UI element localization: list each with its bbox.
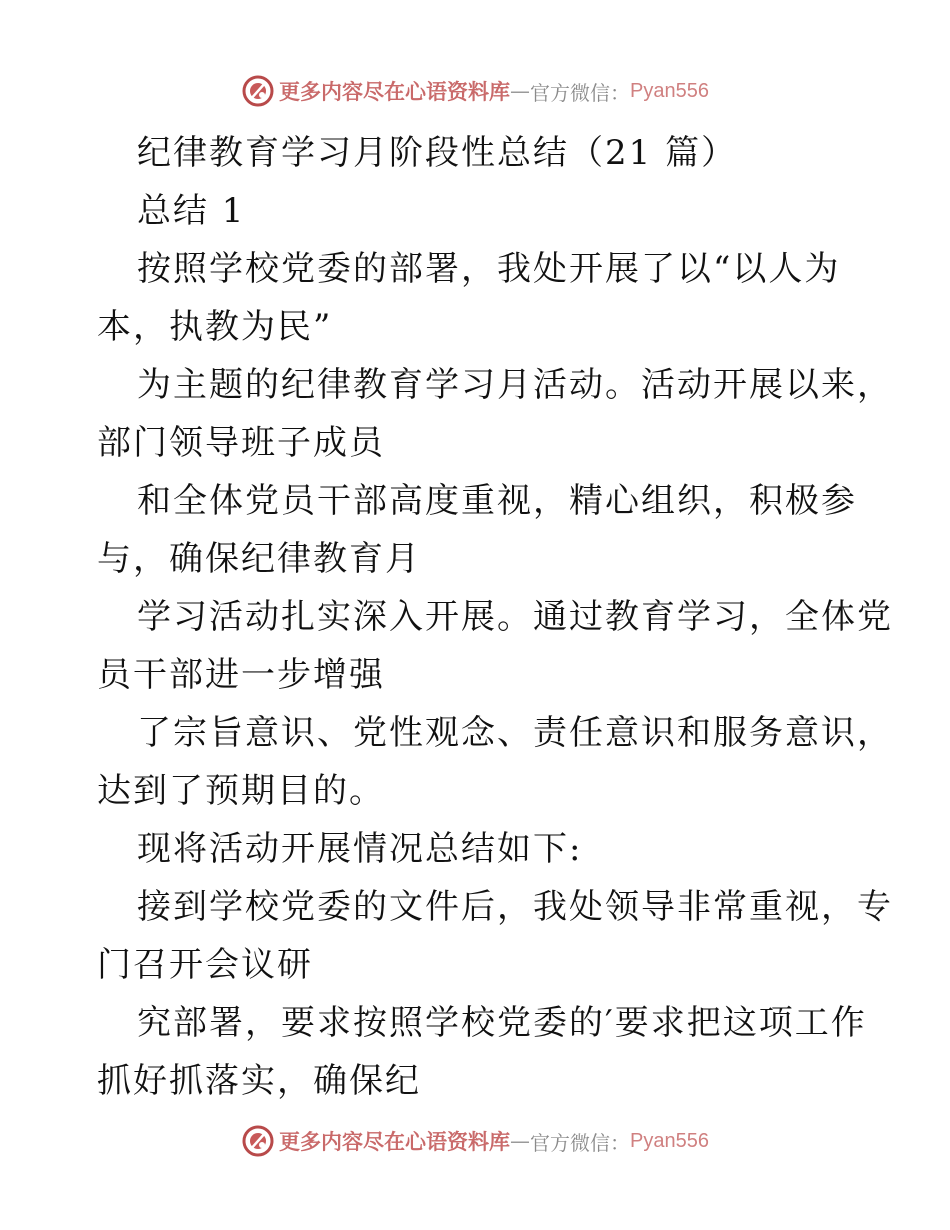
banner-wechat-label: 官方微信：: [530, 80, 631, 105]
paragraph-line: 门召开会议研: [97, 945, 313, 985]
paragraph-line: 与，确保纪律教育月: [97, 539, 421, 579]
paragraph-line: 按照学校党委的部署，我处开展了以“以人为: [137, 249, 841, 289]
banner-wechat-id: Pyan556: [630, 79, 709, 102]
red-circle-logo-icon: [241, 1124, 275, 1158]
footer-separator: —: [510, 1129, 531, 1153]
paragraph-line: 员干部进一步增强: [97, 655, 385, 695]
footer-wechat-label: 官方微信：: [530, 1130, 631, 1155]
paragraph-line: 现将活动开展情况总结如下:: [137, 829, 583, 869]
paragraph-line: 达到了预期目的。: [97, 771, 385, 811]
paragraph-line: 总结 1: [137, 191, 246, 231]
paragraph-line: 本，执教为民”: [97, 307, 333, 347]
paragraph-line: 和全体党员干部高度重视，精心组织，积极参: [137, 481, 857, 521]
paragraph-line: 部门领导班子成员: [97, 423, 385, 463]
footer-brand-text: 更多内容尽在心语资料库: [279, 1129, 511, 1154]
paragraph-line: 抓好抓落实，确保纪: [97, 1061, 421, 1101]
banner-brand-text: 更多内容尽在心语资料库: [279, 79, 511, 104]
paragraph-line: 究部署，要求按照学校党委的′要求把这项工作: [137, 1003, 867, 1043]
red-circle-logo-icon: [241, 74, 275, 108]
footer-wechat-id: Pyan556: [630, 1129, 709, 1152]
paragraph-line: 学习活动扎实深入开展。通过教育学习，全体党: [137, 597, 893, 637]
document-body: [97, 124, 893, 1110]
paragraph-line: 为主题的纪律教育学习月活动。活动开展以来，: [137, 365, 893, 405]
paragraph-line: 了宗旨意识、党性观念、责任意识和服务意识，: [137, 713, 893, 753]
document-title: 纪律教育学习月阶段性总结（21 篇）: [137, 133, 738, 173]
header-banner: [0, 71, 950, 111]
paragraph-line: 接到学校党委的文件后，我处领导非常重视，专: [137, 887, 893, 927]
footer-banner: [0, 1121, 950, 1161]
banner-separator: —: [510, 79, 531, 103]
